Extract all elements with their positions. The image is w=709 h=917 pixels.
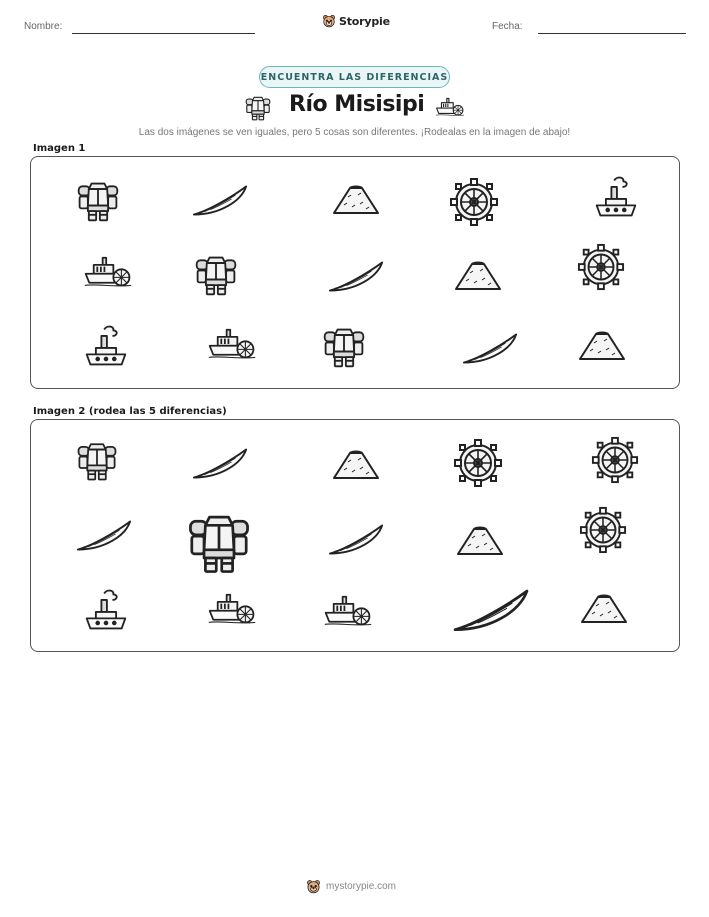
armor-icon[interactable]: [185, 508, 253, 578]
brand-name: Storypie: [339, 14, 390, 28]
canoe-icon: [191, 179, 249, 223]
riverboat-icon: [435, 93, 465, 121]
canoe-icon[interactable]: [75, 514, 133, 558]
armor-icon: [244, 94, 272, 122]
activity-badge: [259, 66, 450, 88]
armor-icon: [193, 251, 239, 299]
worksheet-header: [0, 0, 709, 50]
image2-panel[interactable]: [30, 419, 680, 652]
canoe-icon: [461, 327, 519, 371]
paddle-wheel-icon[interactable]: [579, 506, 627, 554]
armor-icon: [75, 177, 121, 225]
riverboat-icon: [83, 253, 133, 291]
paddle-wheel-icon[interactable]: [591, 436, 639, 484]
armor-icon[interactable]: [75, 438, 119, 484]
name-line[interactable]: [72, 33, 255, 34]
canoe-icon: [327, 255, 385, 299]
brand-logo: [322, 14, 390, 28]
bear-icon: [322, 14, 336, 28]
image1-label: Imagen 1: [33, 143, 86, 154]
activity-badge-text: ENCUENTRA LAS DIFERENCIAS: [260, 71, 449, 83]
mountain-icon[interactable]: [455, 524, 505, 558]
paddle-wheel-icon: [577, 243, 625, 291]
riverboat-icon: [207, 325, 257, 363]
riverboat-icon[interactable]: [207, 590, 257, 628]
mountain-icon: [453, 259, 503, 293]
name-label: Nombre:: [24, 21, 63, 32]
mountain-icon: [331, 183, 381, 217]
steamboat-icon[interactable]: [83, 586, 129, 636]
mountain-icon[interactable]: [579, 592, 629, 626]
paddle-wheel-icon[interactable]: [453, 438, 503, 488]
canoe-icon[interactable]: [191, 442, 249, 486]
date-label: Fecha:: [492, 21, 523, 32]
page-title: Río Misisipi: [289, 92, 425, 117]
title-row: [0, 92, 709, 124]
canoe-icon[interactable]: [327, 518, 385, 562]
paddle-wheel-icon: [449, 177, 499, 227]
steamboat-icon: [593, 173, 639, 223]
footer: [306, 879, 396, 894]
footer-url[interactable]: mystorypie.com: [326, 881, 397, 892]
date-line[interactable]: [538, 33, 686, 34]
riverboat-icon[interactable]: [323, 592, 373, 630]
mountain-icon: [577, 329, 627, 363]
steamboat-icon: [83, 321, 129, 373]
armor-icon: [321, 323, 367, 371]
canoe-icon[interactable]: [451, 580, 531, 642]
instructions: Las dos imágenes se ven iguales, pero 5 cosas son diferentes. ¡Rodealas en la imagen de abajo!: [138, 127, 571, 138]
image1-panel: [30, 156, 680, 389]
bear-icon: [306, 879, 321, 894]
image2-label: Imagen 2 (rodea las 5 diferencias): [33, 406, 227, 417]
mountain-icon[interactable]: [331, 448, 381, 482]
